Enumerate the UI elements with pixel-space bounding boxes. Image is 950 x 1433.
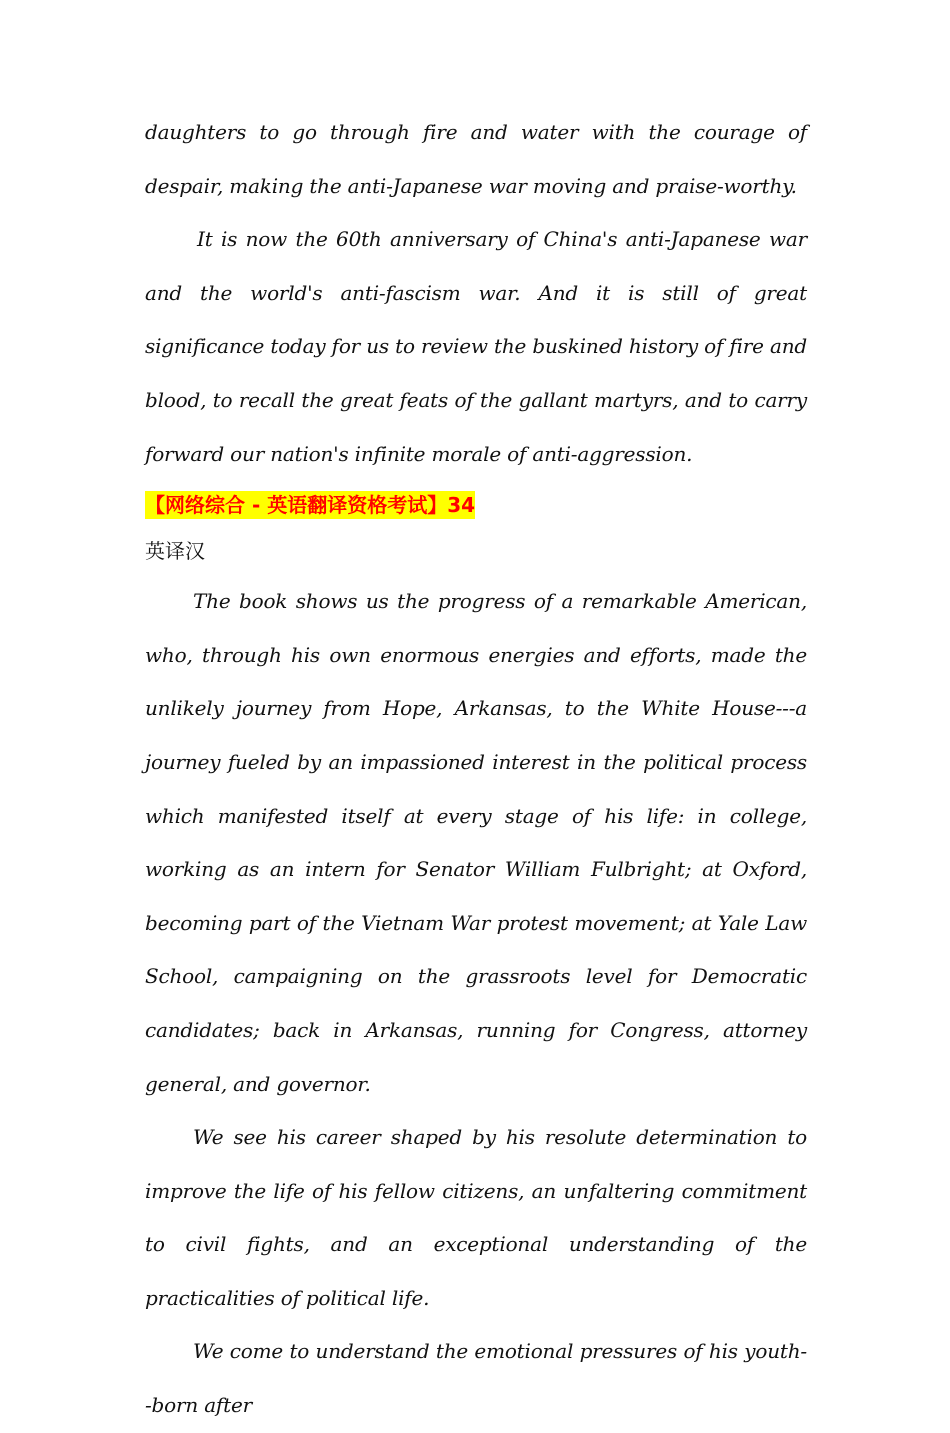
section-heading-text: 【网络综合 - 英语翻译资格考试】34 — [145, 493, 476, 518]
paragraph-career: We see his career shaped by his resolute determination to improve the life of his fellow citizens, an unfaltering commitment to civil fights, and an exceptional understanding of the practicalities of political life. — [145, 1125, 807, 1310]
document-body — [145, 106, 807, 1433]
paragraph-youth: We come to understand the emotional pressures of his youth--born after — [145, 1339, 807, 1418]
paragraph-book-progress: The book shows us the progress of a remarkable American, who, through his own enormous energies and efforts, made the unlikely journey from Hope, Arkansas, to the White House---a journey fueled by an impassioned interest in the political process which manifested itself at every stage of his life: in college, working as an intern for Senator William Fulbright; at Oxford, becoming part of the Vietnam War protest movement; at Yale Law School, campaigning on the grassroots level for Democratic candidates; back in Arkansas, running for Congress, attorney general, and governor. — [145, 589, 807, 1096]
paragraph-continuation: daughters to go through fire and water with the courage of despair, making the anti-Japanese war moving and praise-worthy. — [145, 120, 807, 198]
section-heading — [145, 485, 807, 525]
paragraph-anniversary: It is now the 60th anniversary of China's anti-Japanese war and the world's anti-fascism war. And it is still of great significance today for us to review the buskined history of fire and blood, to recall the great feats of the gallant martyrs, and to carry forward our nation's infinite morale of anti-aggression. — [145, 227, 807, 466]
section-label: 英译汉 — [145, 539, 205, 564]
